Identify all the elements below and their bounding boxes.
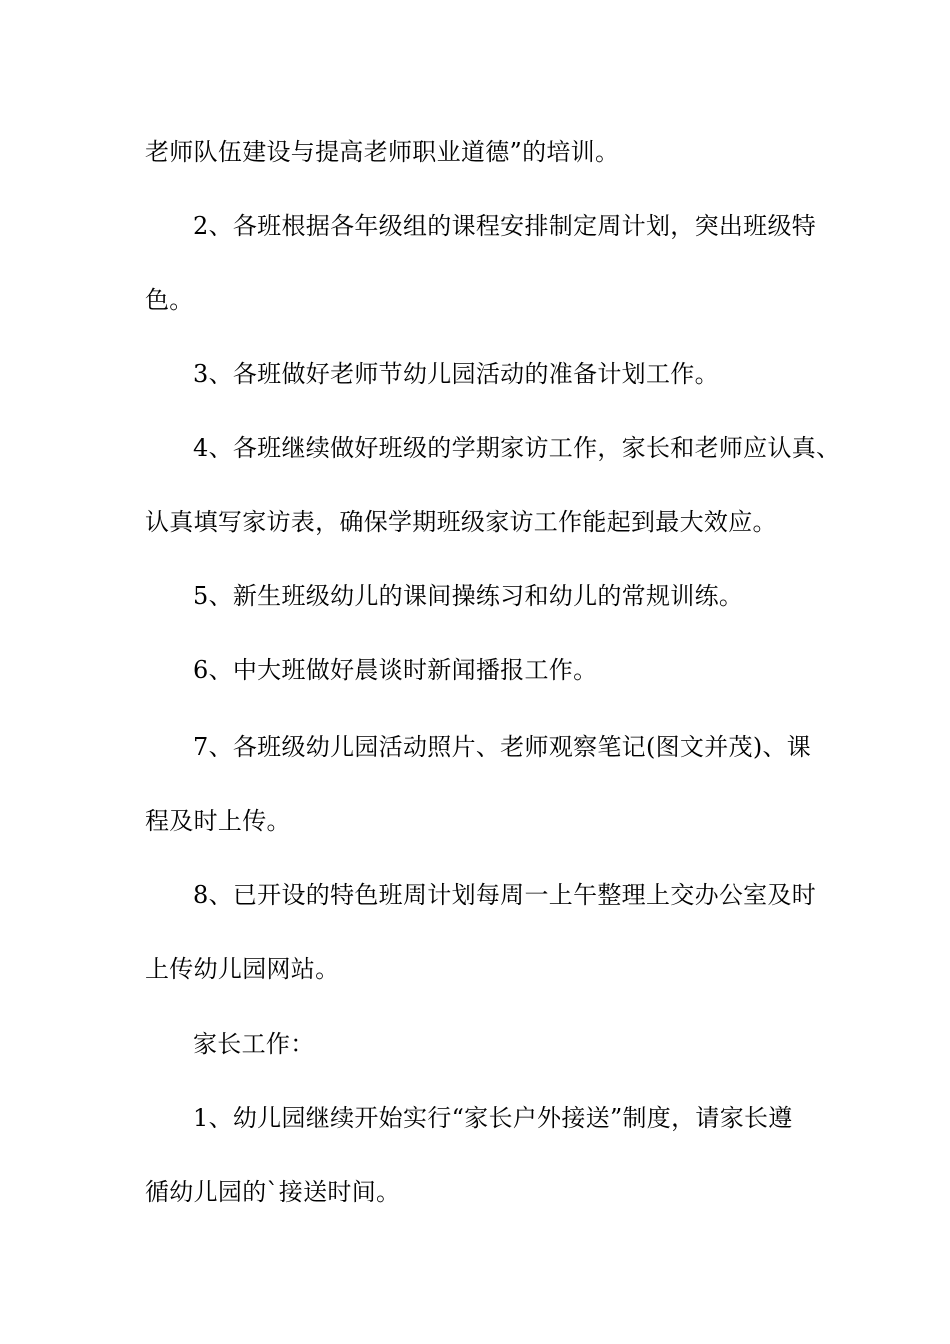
text-line-4: 3、各班做好老师节幼儿园活动的准备计划工作。 — [193, 360, 719, 388]
text-line-3: 色。 — [145, 286, 194, 314]
text-line-10: 程及时上传。 — [145, 807, 291, 835]
text-line-12: 上传幼儿园网站。 — [145, 955, 340, 983]
text-line-1: 老师队伍建设与提高老师职业道德”的培训。 — [145, 138, 620, 166]
text-line-2: 2、各班根据各年级组的课程安排制定周计划，突出班级特 — [193, 212, 817, 240]
text-line-15: 循幼儿园的`接送时间。 — [145, 1178, 401, 1206]
text-line-11: 8、已开设的特色班周计划每周一上午整理上交办公室及时 — [193, 881, 817, 909]
text-line-14: 1、幼儿园继续开始实行“家长户外接送”制度，请家长遵 — [193, 1104, 793, 1132]
text-line-9: 7、各班级幼儿园活动照片、老师观察笔记(图文并茂)、课 — [193, 733, 812, 761]
section-heading-parent-work: 家长工作： — [193, 1030, 315, 1058]
text-line-5: 4、各班继续做好班级的学期家访工作，家长和老师应认真、 — [193, 434, 841, 462]
text-line-8: 6、中大班做好晨谈时新闻播报工作。 — [193, 656, 598, 684]
text-line-6: 认真填写家访表，确保学期班级家访工作能起到最大效应。 — [145, 508, 777, 536]
text-line-7: 5、新生班级幼儿的课间操练习和幼儿的常规训练。 — [193, 582, 744, 610]
